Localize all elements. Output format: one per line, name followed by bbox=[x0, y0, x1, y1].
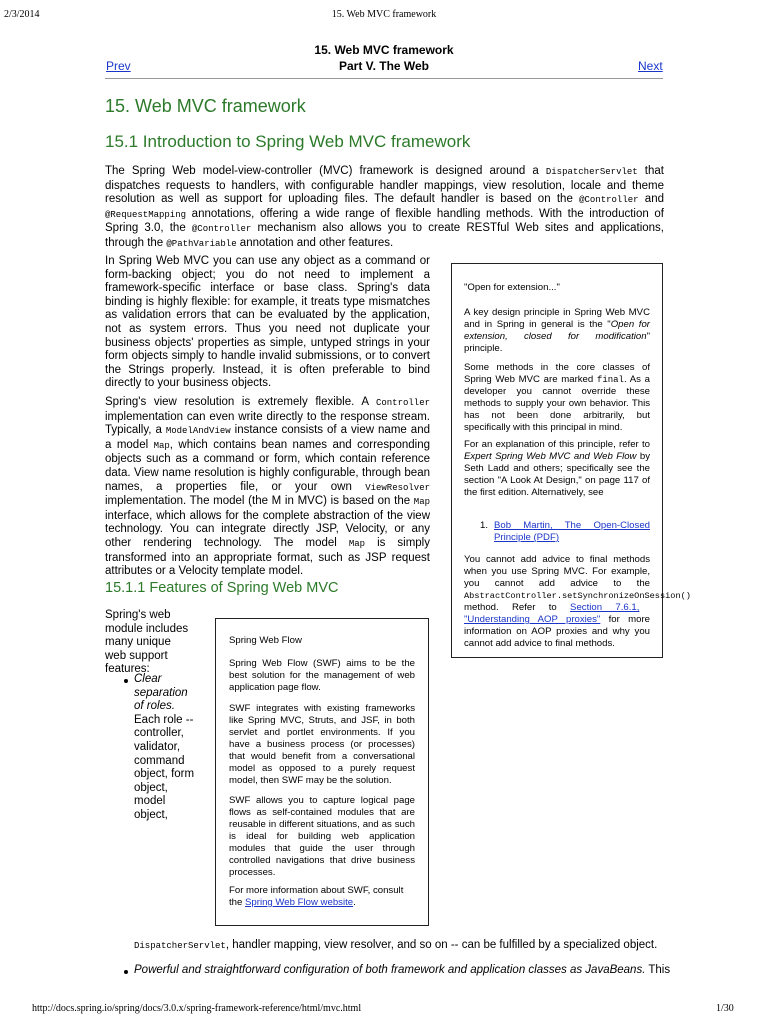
swf-title: Spring Web Flow bbox=[229, 635, 302, 646]
sidebar-para-3: For an explanation of this principle, refer to Expert Spring Web MVC and Web Flow by Seth Ladd and others; specifically see the section "A Look At Design," on page 117 of the first edition. Alternatively, see bbox=[464, 439, 650, 498]
next-link[interactable]: Next bbox=[638, 59, 663, 73]
nav-part-title: Part V. The Web bbox=[338, 59, 430, 73]
aop-proxies-link[interactable]: Section 7.6.1, "Understanding AOP proxies" bbox=[464, 602, 640, 625]
spring-web-flow-sidebar bbox=[215, 618, 429, 926]
spring-web-flow-website-link[interactable]: Spring Web Flow website bbox=[245, 897, 354, 908]
open-for-extension-sidebar bbox=[451, 263, 691, 658]
sidebar-para-1: A key design principle in Spring Web MVC and in Spring in general is the "Open for extension, closed for modification" principle. bbox=[464, 307, 650, 354]
feature-clear-separation-cont: DispatcherServlet, handler mapping, view resolver, and so on -- can be fulfilled by a specialized object. bbox=[134, 939, 658, 951]
nav-chapter-title: 15. Web MVC framework bbox=[314, 43, 454, 57]
nav-divider bbox=[105, 78, 663, 79]
swf-para-4: For more information about SWF, consult the Spring Web Flow website. bbox=[229, 885, 404, 908]
intro-paragraph: The Spring Web model-view-controller (MVC) framework is designed around a DispatcherServlet that dispatches requests to handlers, with configurable handler mappings, view resolution, locale and theme resolution as well as support for uploading files. The default handler is based on the @Controller and @RequestMapping annotations, offering a wide range of flexible handling methods. With the introduction of Spring 3.0, the @Controller mechanism also allows you to create RESTful Web sites and applications, through the @PathVariable annotation and other features. bbox=[105, 165, 665, 249]
chapter-heading: 15. Web MVC framework bbox=[105, 96, 306, 116]
sidebar-title: "Open for extension..." bbox=[464, 282, 560, 293]
swf-para-2: SWF integrates with existing frameworks like Spring MVC, Struts, and JSF, in both servlet and portlet environments. If you have a business process (or processes) that would benefit from a conversational model as opposed to a purely request model, then SWF may be the solution. bbox=[229, 703, 415, 786]
sidebar-para-2: Some methods in the core classes of Spring Web MVC are marked final. As a developer you cannot override these methods to supply your own behavior. This has not been done arbitrarily, but specifically with this principal in mind. bbox=[464, 362, 650, 433]
data-binding-paragraph: In Spring Web MVC you can use any object as a command or form-backing object; you do not need to implement a framework-specific interface or base class. Spring's data binding is highly flexible: for example, it treats type mismatches as validation errors that can be evaluated by the application, not as system errors. Thus you need not duplicate your business objects' properties as simple, untyped strings in your form objects simply to handle invalid submissions, or to convert the Strings properly. Instead, it is often preferable to bind directly to your business objects. bbox=[105, 255, 430, 390]
swf-para-3: SWF allows you to capture logical page flows as self-contained modules that are reusable in different situations, and as such is ideal for building web application modules that guide the user through controlled navigations that drive business processes. bbox=[229, 795, 415, 878]
sidebar-para-4: You cannot add advice to final methods when you use Spring MVC. For example, you cannot add advice to the AbstractController.setSynchronizeOnSession() method. Refer to Section 7.6.1, "Understanding AOP proxies" for more information on AOP proxies and why you cannot add advice to final methods. bbox=[464, 554, 691, 649]
print-date: 2/3/2014 bbox=[4, 9, 40, 20]
bullet-2 bbox=[124, 970, 128, 974]
features-intro: Spring's web module includes many unique web support features: bbox=[105, 609, 189, 676]
open-closed-principle-link[interactable]: Bob Martin, The Open-Closed Principle (PDF) bbox=[494, 520, 650, 543]
footer-page-number: 1/30 bbox=[716, 1003, 734, 1014]
section-heading: 15.1 Introduction to Spring Web MVC framework bbox=[105, 132, 471, 151]
view-resolution-paragraph: Spring's view resolution is extremely flexible. A Controller implementation can even write directly to the response stream. Typically, a ModelAndView instance consists of a view name and a model Map, which contains bean names and corresponding objects such as a command or form, which contain reference data. View name resolution is highly configurable, through bean names, a properties file, or your own ViewResolver implementation. The model (the M in MVC) is based on the Map interface, which allows for the complete abstraction of the view technology. You can integrate directly JSP, Velocity, or any other rendering technology. The model Map is simply transformed into an appropriate format, such as JSP request attributes or a Velocity template model. bbox=[105, 396, 430, 578]
feature-clear-separation: Clear separation of roles. Each role -- controller, validator, command object, form object, model object, bbox=[134, 673, 195, 821]
sidebar-list-number: 1. bbox=[480, 520, 489, 531]
footer-url: http://docs.spring.io/spring/docs/3.0.x/spring-framework-reference/html/mvc.html bbox=[32, 1003, 362, 1014]
feature-javabeans-config: Powerful and straightforward configuration of both framework and application classes as JavaBeans. This bbox=[134, 964, 671, 976]
bullet-1 bbox=[124, 679, 128, 683]
print-title: 15. Web MVC framework bbox=[331, 9, 437, 20]
swf-para-1: Spring Web Flow (SWF) aims to be the best solution for the management of web application page flow. bbox=[229, 658, 415, 693]
features-heading: 15.1.1 Features of Spring Web MVC bbox=[105, 580, 339, 596]
prev-link[interactable]: Prev bbox=[106, 59, 131, 73]
